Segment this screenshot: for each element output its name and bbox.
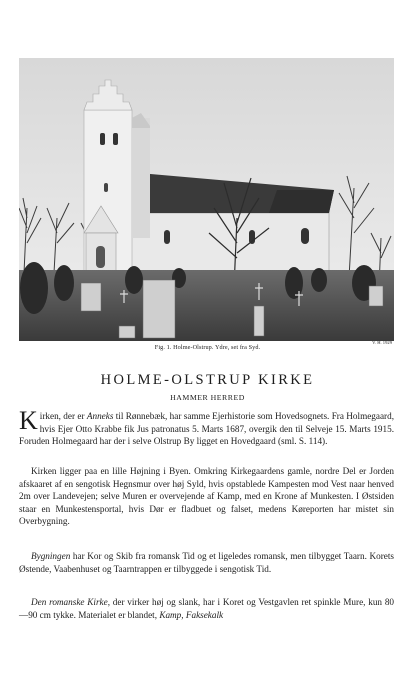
paragraph-romanesque [19,596,394,621]
church-photograph [19,58,394,341]
intro-text-a: irken, der er [39,411,87,421]
paragraph-location: Kirken ligger paa en lille Højning i Byen. Omkring Kirkegaardens gamle, nordre Del er Jorden afskaaret af en sengotisk Hegnsmur over høj Syld, hvis opstablede Kampesten mod Vest naar henved 2m over Landevejen; selve Muren er overvejende af Kamp, med en Krone af Munkesten. I Østsiden staar en Munkestensportal, hvis Dør er fladbuet og falset, medens Køreporten har mistet sin Overbygning. [19,466,394,527]
drop-cap: K [19,406,38,435]
intro-text-c: til Rønnebæk, har samme Ejerhistorie som Hovedsognets. Fra Holmegaard, hvis Ejer Otto Krabbe fik Jus patronatus 5. Marts 1687, overgik den til Selveje 15. Marts 1915. Foruden Holmegaard har der i selve Olstrup By ligget en Hovedgaard (sml. S. 114). [19,411,394,447]
page-title: HOLME-OLSTRUP KIRKE [100,372,315,388]
romanesque-emphasis: Den romanske Kirke [31,597,108,607]
paragraph-building [19,550,394,575]
materials-emphasis: Kamp, Faksekalk [159,609,224,620]
page-subtitle: HAMMER HERRED [170,393,245,402]
paragraph-intro [19,406,394,448]
building-text: har Kor og Skib fra romansk Tid og et ligeledes romansk, men tilbygget Taarn. Korets Østende, Vaabenhuset og Taarntrappen er tilbyggede i sengotisk Tid. [19,551,394,574]
intro-emphasis: Anneks [86,411,114,421]
plate-mark: V. H. 1929 [372,340,392,345]
figure-caption: Fig. 1. Holme-Olstrup. Ydre, set fra Syd. [154,344,261,351]
romanesque-text: , der virker høj og slank, har i Koret og Vestgavlen ret spinkle Mure, kun 80—90 cm tykke. Materialet er blandet, [19,597,395,620]
building-emphasis: Bygningen [31,551,71,561]
